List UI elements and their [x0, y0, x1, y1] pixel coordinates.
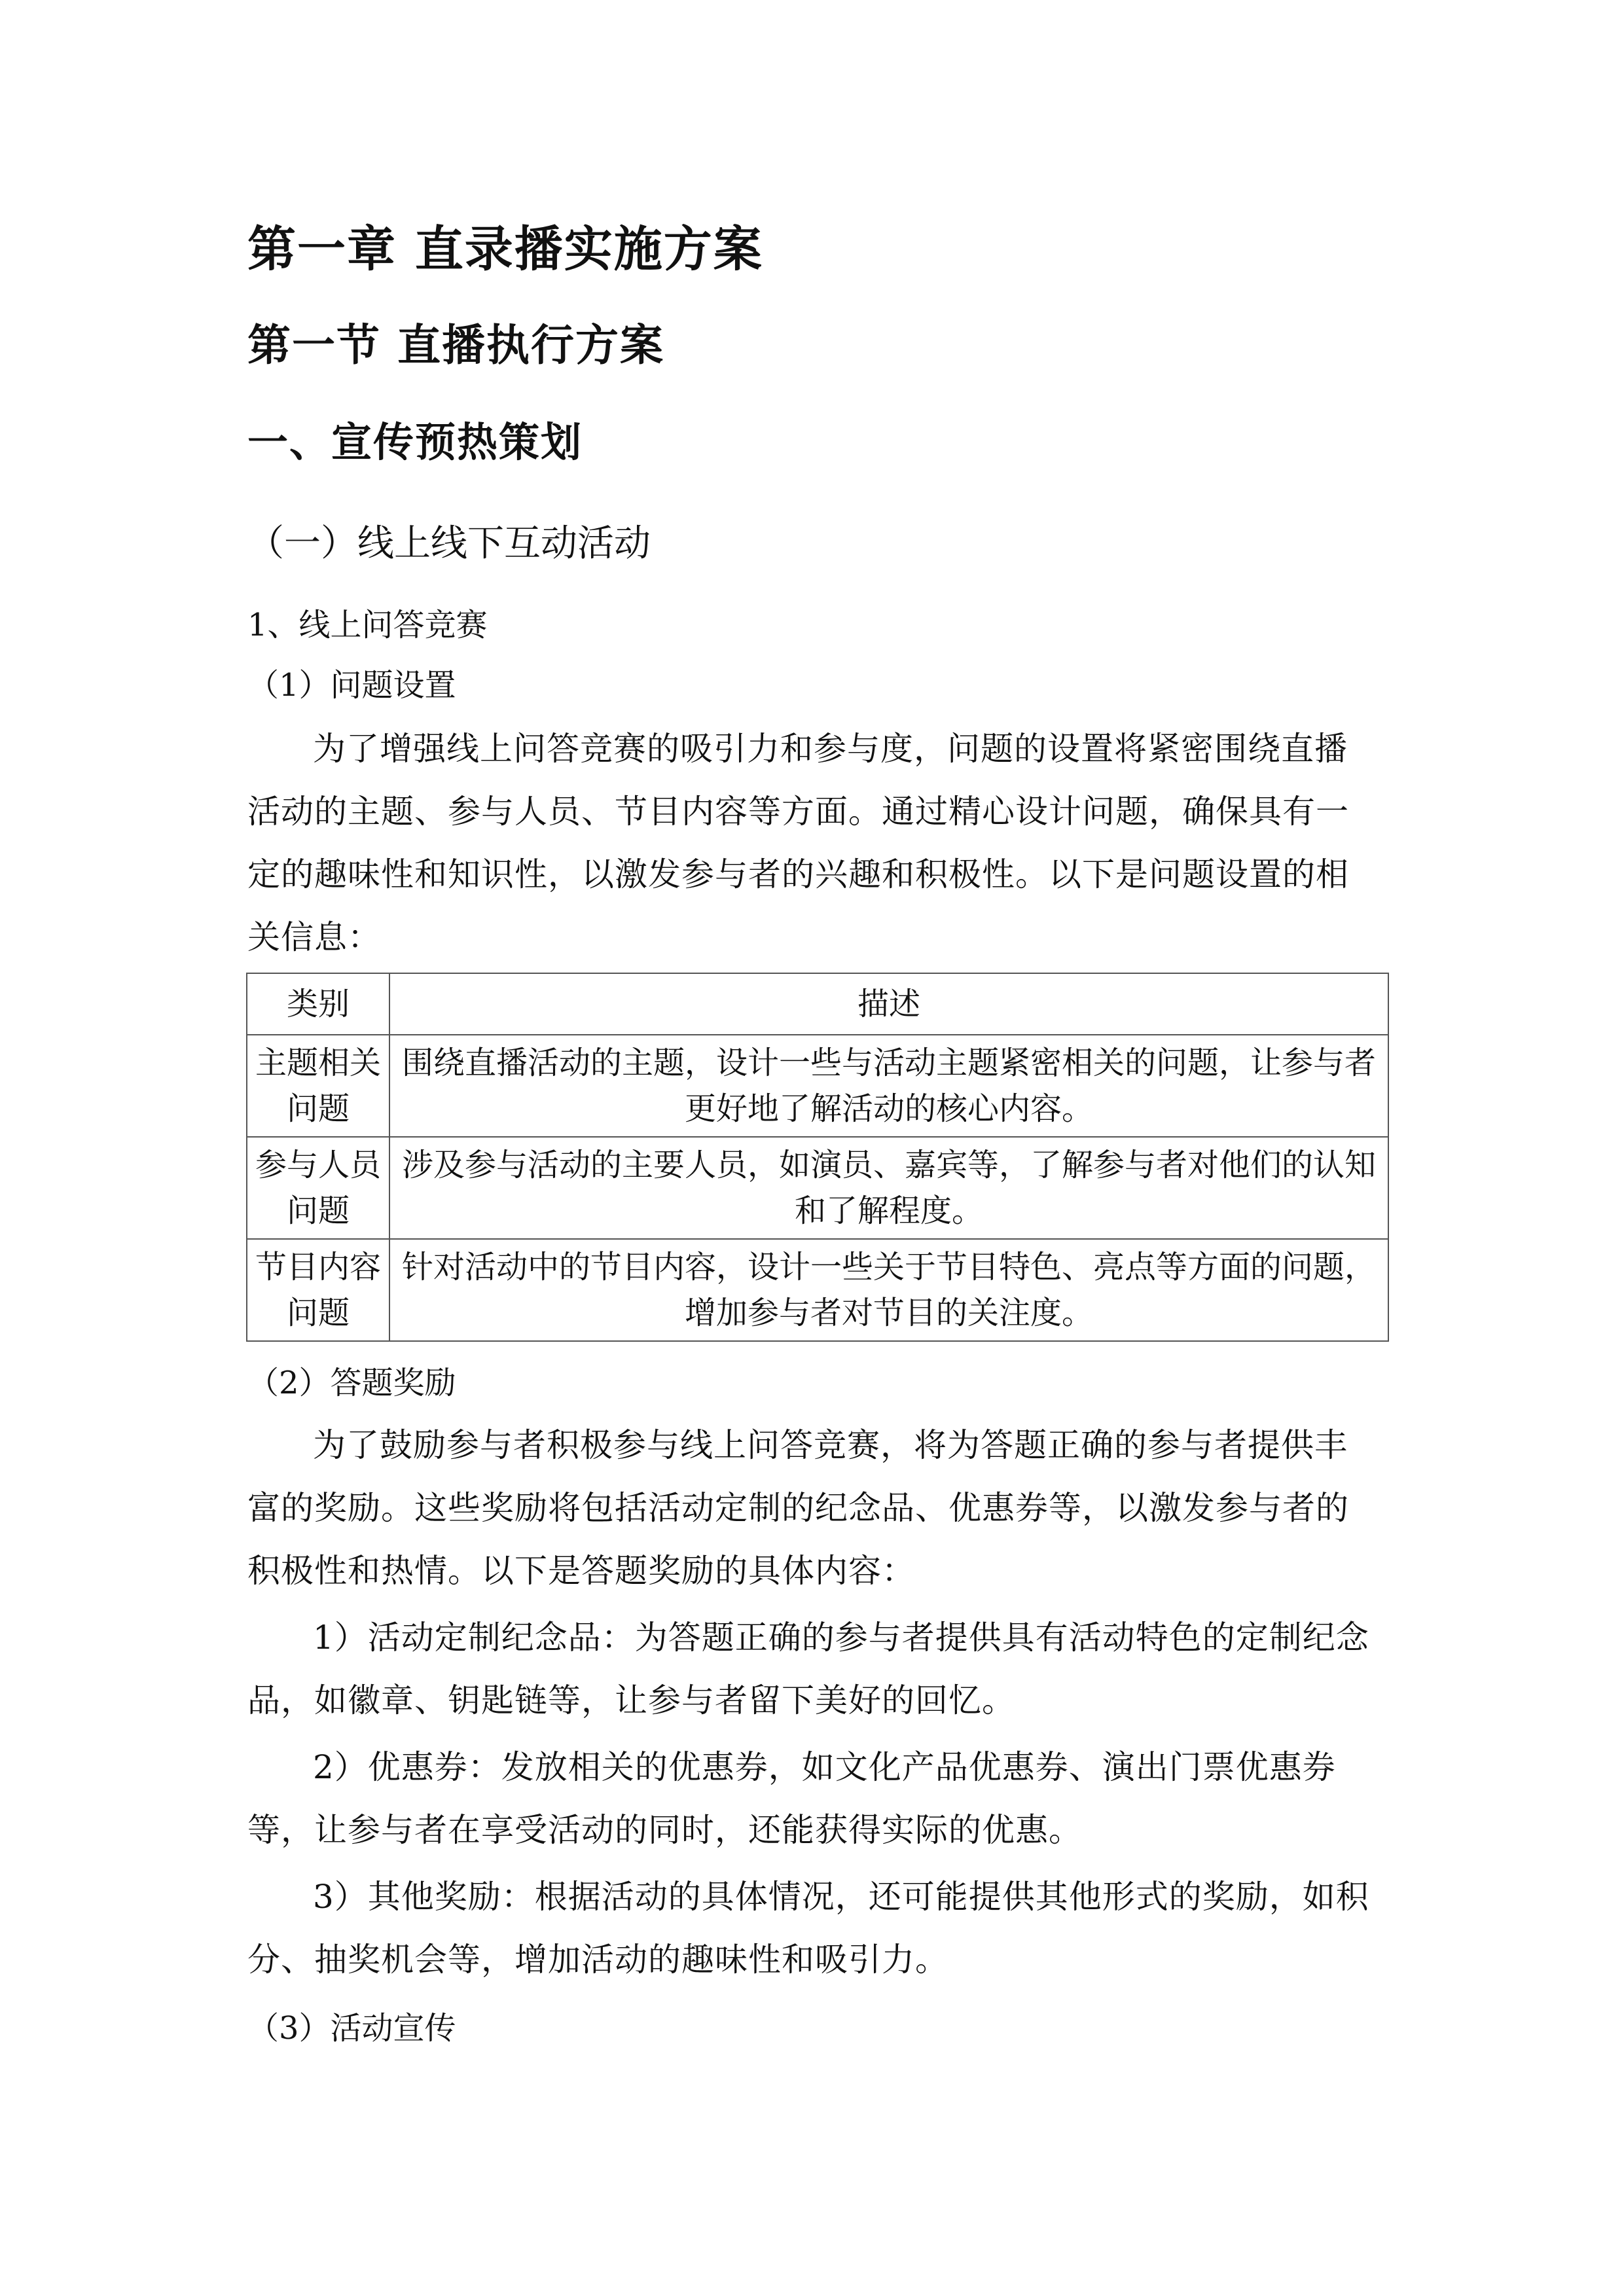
table-cell-description: 针对活动中的节目内容，设计一些关于节目特色、亮点等方面的问题，增加参与者对节目的关注度。 [389, 1239, 1388, 1341]
table-cell-description: 围绕直播活动的主题，设计一些与活动主题紧密相关的问题，让参与者更好地了解活动的核心内容。 [389, 1035, 1388, 1137]
table-row [247, 1239, 1388, 1341]
table-header-row [247, 973, 1388, 1035]
question-setting-heading: （1）问题设置 [247, 667, 456, 704]
answer-reward-paragraph: 为了鼓励参与者积极参与线上问答竞赛，将为答题正确的参与者提供丰富的奖励。这些奖励将包括活动定制的纪念品、优惠券等，以激发参与者的积极性和热情。以下是答题奖励的具体内容： [247, 1426, 1349, 1590]
reward-item-other: 3）其他奖励：根据活动的具体情况，还可能提供其他形式的奖励，如积分、抽奖机会等，增加活动的趣味性和吸引力。 [247, 1878, 1369, 1979]
subsection-title: 一、宣传预热策划 [247, 418, 583, 466]
table-cell-category: 参与人员问题 [247, 1137, 389, 1239]
chapter-title: 第一章 直录播实施方案 [247, 221, 763, 278]
table-cell-description: 涉及参与活动的主要人员，如演员、嘉宾等，了解参与者对他们的认知和了解程度。 [389, 1137, 1388, 1239]
item-title: 1、线上问答竞赛 [247, 607, 488, 643]
answer-reward-heading: （2）答题奖励 [247, 1365, 456, 1401]
reward-item-coupon: 2）优惠券：发放相关的优惠券，如文化产品优惠券、演出门票优惠券等，让参与者在享受活动的同时，还能获得实际的优惠。 [247, 1748, 1336, 1849]
section-title: 第一节 直播执行方案 [247, 320, 664, 370]
table-header-category: 类别 [247, 973, 389, 1035]
question-setting-paragraph: 为了增强线上问答竞赛的吸引力和参与度，问题的设置将紧密围绕直播活动的主题、参与人员、节目内容等方面。通过精心设计问题，确保具有一定的趣味性和知识性，以激发参与者的兴趣和积极性。以下是问题设置的相关信息： [247, 730, 1349, 956]
activity-promotion-heading: （3）活动宣传 [247, 2010, 456, 2047]
table-cell-category: 节目内容问题 [247, 1239, 389, 1341]
table-row [247, 1035, 1388, 1137]
part-title: （一）线上线下互动活动 [247, 522, 651, 565]
question-category-table [246, 973, 1389, 1342]
table-cell-category: 主题相关问题 [247, 1035, 389, 1137]
table-header-description: 描述 [389, 973, 1388, 1035]
table-row [247, 1137, 1388, 1239]
reward-item-souvenir: 1）活动定制纪念品：为答题正确的参与者提供具有活动特色的定制纪念品，如徽章、钥匙链等，让参与者留下美好的回忆。 [247, 1619, 1369, 1719]
